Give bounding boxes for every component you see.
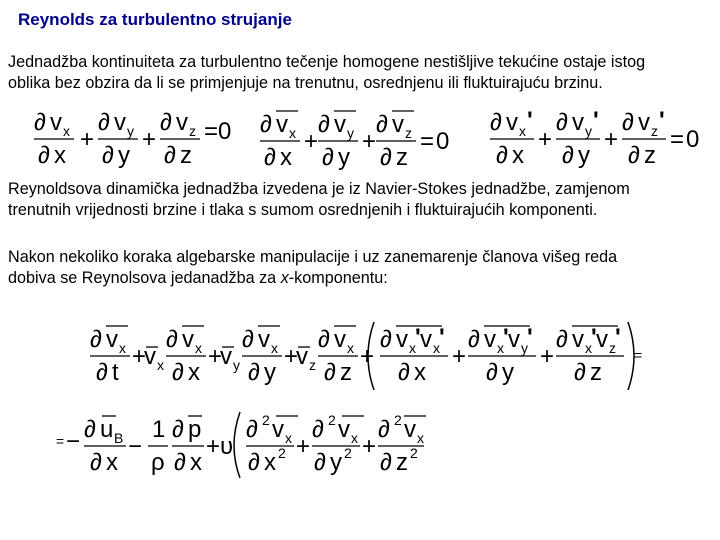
svg-text:∂: ∂: [172, 416, 184, 443]
svg-text:+: +: [540, 343, 555, 370]
fraction-reynolds-stress-xx: [380, 324, 448, 386]
svg-text:0: 0: [436, 128, 450, 155]
svg-text:': ': [593, 108, 599, 134]
svg-text:∂: ∂: [172, 359, 184, 386]
svg-text:z: z: [309, 357, 316, 373]
svg-text:2: 2: [328, 412, 336, 428]
p3-text-before: Nakon nekoliko koraka algebarske manipulacije i uz zanemarenje članova višeg reda dobiva se Reynolsova jedanadžba za: [8, 248, 618, 287]
fraction-duB-dx: [84, 416, 126, 476]
fraction-dvy-prime-dy: [556, 108, 600, 168]
svg-text:∂: ∂: [324, 359, 336, 386]
svg-text:∂: ∂: [96, 359, 108, 386]
svg-text:=: =: [670, 126, 685, 153]
svg-text:0: 0: [686, 126, 700, 153]
svg-text:z: z: [396, 449, 408, 476]
svg-text:y: y: [330, 449, 342, 476]
svg-text:+: +: [360, 343, 375, 370]
svg-text:=: =: [204, 118, 219, 145]
svg-text:∂: ∂: [468, 326, 480, 353]
fraction-d2vx-dx2: [246, 412, 298, 476]
svg-text:v: v: [338, 416, 350, 443]
svg-text:v: v: [596, 326, 608, 353]
svg-text:∂: ∂: [314, 449, 326, 476]
svg-text:v: v: [392, 111, 404, 138]
svg-text:y: y: [127, 123, 134, 139]
p3-italic-x: x: [280, 269, 289, 287]
p3-text-after: -komponentu:: [288, 269, 388, 287]
svg-text:+: +: [452, 343, 467, 370]
svg-text:x: x: [106, 449, 118, 476]
svg-text:y: y: [264, 359, 276, 386]
fraction-d2vx-dy2: [312, 412, 364, 476]
svg-text:2: 2: [278, 445, 286, 461]
svg-text:∂: ∂: [398, 359, 410, 386]
svg-text:z: z: [180, 142, 192, 168]
svg-text:p: p: [188, 416, 202, 443]
svg-text:x: x: [271, 340, 278, 356]
svg-text:x: x: [409, 340, 416, 356]
fraction-dvx-dt: [90, 326, 130, 386]
fraction-dvz-prime-dz: [622, 108, 666, 168]
svg-text:z: z: [651, 123, 658, 139]
fraction-reynolds-stress-xy: [468, 324, 536, 386]
svg-text:v: v: [182, 326, 194, 353]
svg-text:v: v: [106, 326, 118, 353]
svg-text:v: v: [296, 343, 308, 370]
fraction-reynolds-stress-xz: [556, 324, 624, 386]
svg-text:v: v: [638, 109, 650, 136]
continuity-equation-fluctuating: [488, 108, 703, 168]
svg-text:z: z: [340, 359, 352, 386]
svg-text:∂: ∂: [34, 109, 46, 136]
svg-text:t: t: [112, 359, 119, 386]
svg-text:y: y: [521, 340, 528, 356]
svg-text:+: +: [362, 433, 377, 460]
fraction-dvy-mean-dy: [318, 111, 358, 170]
svg-text:+: +: [206, 433, 221, 460]
svg-text:+: +: [538, 126, 553, 153]
svg-text:': ': [415, 324, 421, 351]
svg-text:∂: ∂: [562, 142, 574, 168]
svg-text:+: +: [362, 128, 377, 155]
svg-text:∂: ∂: [102, 142, 114, 168]
svg-text:v: v: [404, 416, 416, 443]
paragraph-reynolds-dynamic: Reynoldsova dinamička jednadžba izvedena je iz Navier-Stokes jednadžbe, zamjenom trenutnih vrijednosti brzine i tlaka s sumom osrednjenih i fluktuirajućih komponenti.: [8, 180, 630, 219]
svg-text:x: x: [119, 340, 126, 356]
svg-text:v: v: [144, 343, 156, 370]
svg-text:z: z: [609, 340, 616, 356]
paragraph-continuity: Jednadžba kontinuiteta za turbulentno tečenje homogene nestišljive tekućine ostaje istog oblika bez obzira da li se primjenjuje na trenutnu, osrednjenu ili fluktuirajuću brzinu.: [8, 53, 646, 92]
svg-text:υ: υ: [220, 433, 234, 460]
fraction-one-over-rho: [148, 416, 168, 476]
svg-text:x: x: [433, 340, 440, 356]
svg-text:∂: ∂: [322, 144, 334, 170]
svg-text:v: v: [572, 326, 584, 353]
svg-text:∂: ∂: [38, 142, 50, 168]
svg-text:+: +: [604, 126, 619, 153]
svg-text:x: x: [585, 340, 592, 356]
svg-text:2: 2: [344, 445, 352, 461]
fraction-dvx-prime-dx: [490, 108, 534, 168]
svg-text:x: x: [285, 430, 292, 446]
fraction-d2vx-dz2: [378, 412, 426, 476]
svg-text:∂: ∂: [160, 109, 172, 136]
svg-text:v: v: [176, 109, 188, 136]
svg-text:∂: ∂: [174, 449, 186, 476]
left-paren-rhs: [234, 412, 240, 478]
svg-text:∂: ∂: [376, 111, 388, 138]
fraction-dp-dx: [172, 416, 204, 476]
svg-text:z: z: [396, 144, 408, 170]
svg-text:1: 1: [152, 416, 166, 443]
continuity-equation-mean: [258, 108, 458, 170]
svg-text:x: x: [497, 340, 504, 356]
svg-text:∂: ∂: [556, 326, 568, 353]
svg-text:v: v: [484, 326, 496, 353]
svg-text:∂: ∂: [318, 326, 330, 353]
svg-text:2: 2: [410, 445, 418, 461]
svg-text:': ': [659, 108, 665, 134]
svg-text:∂: ∂: [622, 109, 634, 136]
svg-text:+: +: [296, 433, 311, 460]
svg-text:+: +: [80, 126, 95, 153]
paragraph-x-component: [8, 247, 714, 289]
svg-text:ρ: ρ: [151, 449, 165, 476]
svg-text:z: z: [644, 142, 656, 168]
svg-text:v: v: [572, 109, 584, 136]
svg-text:x: x: [512, 142, 524, 168]
svg-text:v: v: [272, 416, 284, 443]
svg-text:∂: ∂: [246, 416, 258, 443]
svg-text:x: x: [417, 430, 424, 446]
svg-text:∂: ∂: [90, 326, 102, 353]
svg-text:x: x: [347, 340, 354, 356]
svg-text:': ': [527, 108, 533, 134]
svg-text:+: +: [208, 343, 223, 370]
svg-text:∂: ∂: [380, 144, 392, 170]
svg-text:y: y: [502, 359, 514, 386]
svg-text:y: y: [338, 144, 350, 170]
svg-text:x: x: [54, 142, 66, 168]
svg-text:∂: ∂: [574, 359, 586, 386]
svg-text:∂: ∂: [486, 359, 498, 386]
svg-text:0: 0: [218, 118, 232, 145]
svg-text:': ': [503, 324, 509, 351]
svg-text:−: −: [128, 433, 143, 460]
svg-text:2: 2: [262, 412, 270, 428]
svg-text:v: v: [334, 326, 346, 353]
svg-text:': ': [527, 324, 533, 351]
svg-text:v: v: [258, 326, 270, 353]
svg-text:y: y: [118, 142, 130, 168]
reynolds-equation-rhs: [50, 408, 430, 478]
svg-text:': ': [615, 324, 621, 351]
svg-text:x: x: [289, 125, 296, 141]
svg-text:v: v: [50, 109, 62, 136]
svg-text:=: =: [56, 433, 65, 449]
svg-text:∂: ∂: [378, 416, 390, 443]
svg-text:x: x: [264, 449, 276, 476]
svg-text:∂: ∂: [628, 142, 640, 168]
fraction-dvx-dx: [34, 109, 74, 168]
svg-text:v: v: [114, 109, 126, 136]
svg-text:−: −: [66, 428, 81, 455]
svg-text:u: u: [100, 416, 114, 443]
svg-text:y: y: [347, 125, 354, 141]
fraction-dvz-dz: [160, 109, 200, 168]
svg-text:x: x: [351, 430, 358, 446]
svg-text:v: v: [276, 111, 288, 138]
svg-text:y: y: [233, 357, 240, 373]
svg-text:∂: ∂: [312, 416, 324, 443]
svg-text:x: x: [190, 449, 202, 476]
svg-text:x: x: [519, 123, 526, 139]
reynolds-equation-lhs: [58, 318, 658, 390]
svg-text:+: +: [142, 126, 157, 153]
fraction-dvx-dx-mean: [166, 326, 206, 386]
svg-text:∂: ∂: [164, 142, 176, 168]
svg-text:∂: ∂: [90, 449, 102, 476]
svg-text:∂: ∂: [380, 449, 392, 476]
continuity-equation-instantaneous: [32, 108, 232, 168]
svg-text:∂: ∂: [496, 142, 508, 168]
svg-text:v: v: [420, 326, 432, 353]
svg-text:x: x: [195, 340, 202, 356]
svg-text:v: v: [508, 326, 520, 353]
svg-text:z: z: [405, 125, 412, 141]
svg-text:∂: ∂: [318, 111, 330, 138]
svg-text:y: y: [578, 142, 590, 168]
svg-text:v: v: [506, 109, 518, 136]
svg-text:v: v: [396, 326, 408, 353]
slide-title: Reynolds za turbulentno strujanje: [18, 10, 292, 29]
svg-text:z: z: [189, 123, 196, 139]
svg-text:∂: ∂: [242, 326, 254, 353]
svg-text:x: x: [188, 359, 200, 386]
svg-text:=: =: [634, 347, 643, 363]
svg-text:+: +: [132, 343, 147, 370]
svg-text:+: +: [304, 128, 319, 155]
svg-text:': ': [591, 324, 597, 351]
svg-text:v: v: [334, 111, 346, 138]
svg-text:+: +: [284, 343, 299, 370]
fraction-dvz-mean-dz: [376, 111, 416, 170]
svg-text:': ': [439, 324, 445, 351]
svg-text:=: =: [420, 128, 435, 155]
svg-text:x: x: [63, 123, 70, 139]
svg-text:x: x: [414, 359, 426, 386]
svg-text:∂: ∂: [264, 144, 276, 170]
svg-text:∂: ∂: [380, 326, 392, 353]
fraction-dvx-dy-mean: [242, 326, 282, 386]
svg-text:∂: ∂: [248, 449, 260, 476]
svg-text:∂: ∂: [84, 416, 96, 443]
svg-text:∂: ∂: [98, 109, 110, 136]
svg-text:∂: ∂: [260, 111, 272, 138]
fraction-dvy-dy: [98, 109, 138, 168]
svg-text:y: y: [585, 123, 592, 139]
svg-text:x: x: [280, 144, 292, 170]
svg-text:x: x: [157, 357, 164, 373]
svg-text:2: 2: [394, 412, 402, 428]
svg-text:∂: ∂: [248, 359, 260, 386]
fraction-dvx-dz-mean: [318, 326, 358, 386]
svg-text:∂: ∂: [166, 326, 178, 353]
svg-text:z: z: [590, 359, 602, 386]
svg-text:v: v: [220, 343, 232, 370]
svg-text:B: B: [114, 430, 124, 446]
svg-text:∂: ∂: [556, 109, 568, 136]
fraction-dvx-mean-dx: [260, 111, 300, 170]
svg-text:∂: ∂: [490, 109, 502, 136]
